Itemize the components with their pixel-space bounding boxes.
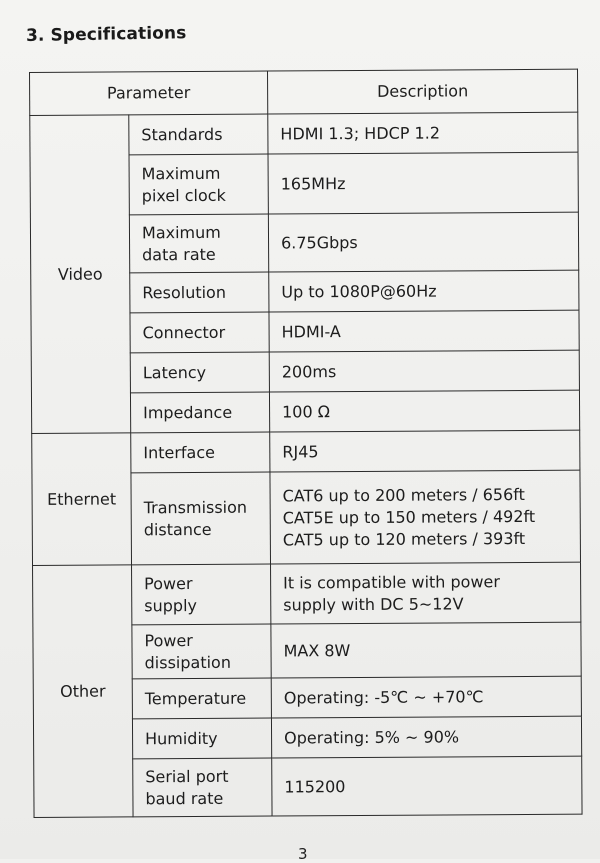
group-label-other: Other bbox=[33, 565, 134, 818]
description-cell: HDMI-A bbox=[269, 310, 579, 352]
description-cell: Operating: 5% ~ 90% bbox=[271, 716, 581, 758]
parameter-cell: Maximum data rate bbox=[129, 214, 268, 273]
description-cell: 100 Ω bbox=[269, 390, 579, 432]
description-cell: HDMI 1.3; HDCP 1.2 bbox=[268, 112, 578, 154]
group-label-video: Video bbox=[30, 115, 131, 434]
description-cell: RJ45 bbox=[270, 430, 580, 472]
header-parameter: Parameter bbox=[30, 71, 268, 115]
page-number: 3 bbox=[298, 845, 308, 863]
table-header-row bbox=[30, 69, 578, 115]
parameter-cell: Impedance bbox=[130, 392, 269, 433]
header-description: Description bbox=[267, 69, 577, 114]
description-cell: It is compatible with power supply with DC 5~12V bbox=[271, 562, 581, 624]
parameter-cell: Power dissipation bbox=[132, 624, 271, 679]
parameter-cell: Maximum pixel clock bbox=[129, 154, 268, 215]
description-cell: 6.75Gbps bbox=[268, 212, 578, 272]
table-row bbox=[30, 112, 578, 155]
parameter-cell: Serial port baud rate bbox=[133, 758, 272, 817]
parameter-cell: Latency bbox=[130, 352, 269, 393]
parameter-cell: Interface bbox=[131, 432, 270, 473]
parameter-cell: Transmission distance bbox=[131, 472, 271, 565]
description-cell: CAT6 up to 200 meters / 656ft CAT5E up to 150 meters / 492ft CAT5 up to 120 meters / 393ft bbox=[270, 470, 581, 564]
specifications-table bbox=[29, 69, 583, 818]
table-row bbox=[32, 430, 580, 473]
description-cell: 115200 bbox=[272, 756, 582, 816]
table-row bbox=[33, 562, 581, 625]
parameter-cell: Temperature bbox=[132, 678, 271, 719]
description-cell: Operating: -5℃ ~ +70℃ bbox=[271, 676, 581, 718]
parameter-cell: Resolution bbox=[130, 272, 269, 313]
parameter-cell: Connector bbox=[130, 312, 269, 353]
section-title: 3. Specifications bbox=[25, 23, 187, 46]
group-label-ethernet: Ethernet bbox=[32, 433, 132, 566]
description-cell: Up to 1080P@60Hz bbox=[269, 270, 579, 312]
description-cell: MAX 8W bbox=[271, 622, 581, 678]
parameter-cell: Humidity bbox=[132, 718, 271, 759]
description-cell: 200ms bbox=[269, 350, 579, 392]
parameter-cell: Power supply bbox=[132, 564, 271, 625]
parameter-cell: Standards bbox=[129, 114, 268, 155]
description-cell: 165MHz bbox=[268, 152, 578, 214]
